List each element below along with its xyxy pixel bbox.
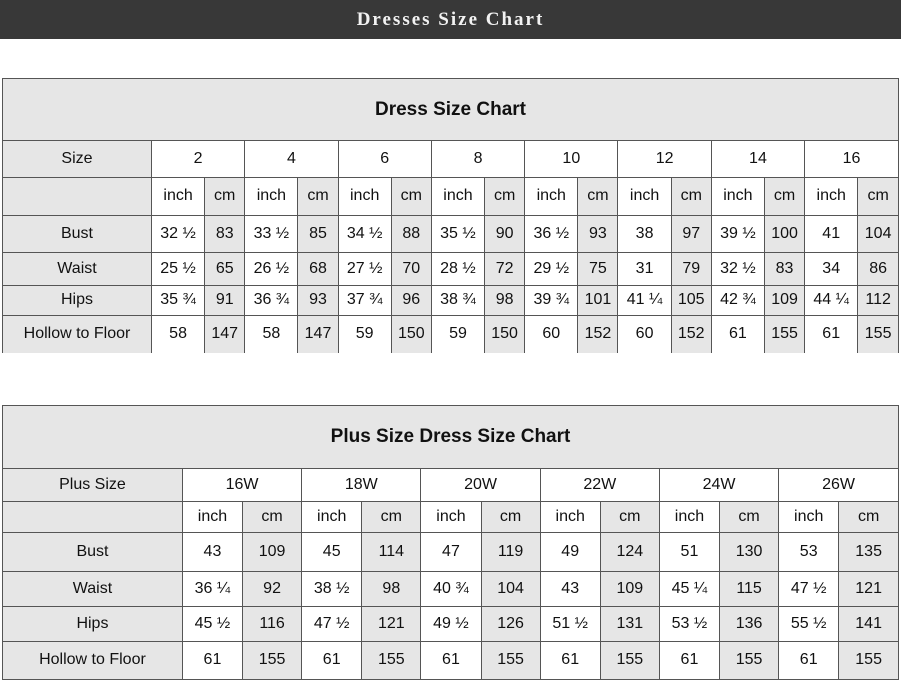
plus-size-chart-title: Plus Size Dress Size Chart <box>330 426 571 447</box>
inch-value: 61 <box>805 315 858 353</box>
inch-value: 53 <box>779 532 839 571</box>
unit-cm: cm <box>839 501 898 532</box>
size-header: 16 <box>805 141 898 177</box>
inch-value: 43 <box>182 532 242 571</box>
inch-value: 44 ¼ <box>805 285 858 315</box>
unit-cm: cm <box>298 177 338 215</box>
cm-value: 93 <box>298 285 338 315</box>
inch-value: 26 ½ <box>245 252 298 285</box>
cm-value: 152 <box>671 315 711 353</box>
size-header: 2 <box>151 141 244 177</box>
unit-inch: inch <box>421 501 481 532</box>
unit-inch: inch <box>431 177 484 215</box>
table-row <box>3 285 898 315</box>
cm-value: 121 <box>839 571 898 606</box>
inch-value: 39 ½ <box>711 215 764 252</box>
measurement-label: Waist <box>3 252 151 285</box>
inch-value: 35 ½ <box>431 215 484 252</box>
cm-value: 109 <box>243 532 302 571</box>
table-row <box>3 606 898 641</box>
size-row <box>3 141 898 177</box>
cm-value: 97 <box>671 215 711 252</box>
cm-value: 109 <box>764 285 804 315</box>
table-row <box>3 315 898 353</box>
measurement-label: Hollow to Floor <box>3 315 151 353</box>
cm-value: 131 <box>600 606 659 641</box>
size-label: Size <box>3 141 151 177</box>
inch-value: 42 ¾ <box>711 285 764 315</box>
unit-inch: inch <box>711 177 764 215</box>
cm-value: 98 <box>485 285 525 315</box>
cm-value: 104 <box>481 571 540 606</box>
inch-value: 61 <box>659 641 719 679</box>
cm-value: 152 <box>578 315 618 353</box>
banner <box>0 0 901 39</box>
unit-inch: inch <box>805 177 858 215</box>
unit-cm: cm <box>720 501 779 532</box>
cm-value: 150 <box>391 315 431 353</box>
inch-value: 36 ½ <box>525 215 578 252</box>
size-header: 4 <box>245 141 338 177</box>
cm-value: 100 <box>764 215 804 252</box>
unit-inch: inch <box>540 501 600 532</box>
dress-size-table <box>3 141 898 353</box>
cm-value: 155 <box>858 315 898 353</box>
unit-cm: cm <box>243 501 302 532</box>
cm-value: 135 <box>839 532 898 571</box>
cm-value: 109 <box>600 571 659 606</box>
cm-value: 93 <box>578 215 618 252</box>
size-header: 26W <box>779 469 898 501</box>
inch-value: 38 ¾ <box>431 285 484 315</box>
table-row <box>3 215 898 252</box>
inch-value: 31 <box>618 252 671 285</box>
inch-value: 61 <box>421 641 481 679</box>
unit-cm: cm <box>205 177 245 215</box>
unit-inch: inch <box>659 501 719 532</box>
inch-value: 43 <box>540 571 600 606</box>
inch-value: 49 ½ <box>421 606 481 641</box>
size-label: Plus Size <box>3 469 182 501</box>
inch-value: 34 <box>805 252 858 285</box>
inch-value: 38 ½ <box>302 571 362 606</box>
cm-value: 121 <box>362 606 421 641</box>
dress-size-chart-header <box>3 79 898 141</box>
inch-value: 33 ½ <box>245 215 298 252</box>
inch-value: 32 ½ <box>711 252 764 285</box>
inch-value: 32 ½ <box>151 215 204 252</box>
inch-value: 47 ½ <box>779 571 839 606</box>
unit-cm: cm <box>600 501 659 532</box>
cm-value: 155 <box>362 641 421 679</box>
size-header: 18W <box>302 469 421 501</box>
cm-value: 79 <box>671 252 711 285</box>
inch-value: 55 ½ <box>779 606 839 641</box>
unit-cm: cm <box>391 177 431 215</box>
unit-cm: cm <box>578 177 618 215</box>
cm-value: 126 <box>481 606 540 641</box>
cm-value: 75 <box>578 252 618 285</box>
unit-row-label <box>3 177 151 215</box>
unit-cm: cm <box>485 177 525 215</box>
inch-value: 51 <box>659 532 719 571</box>
cm-value: 98 <box>362 571 421 606</box>
table-row <box>3 571 898 606</box>
cm-value: 70 <box>391 252 431 285</box>
inch-value: 53 ½ <box>659 606 719 641</box>
cm-value: 114 <box>362 532 421 571</box>
inch-value: 25 ½ <box>151 252 204 285</box>
cm-value: 130 <box>720 532 779 571</box>
cm-value: 124 <box>600 532 659 571</box>
inch-value: 49 <box>540 532 600 571</box>
table-row <box>3 641 898 679</box>
size-header: 20W <box>421 469 540 501</box>
cm-value: 88 <box>391 215 431 252</box>
unit-cm: cm <box>671 177 711 215</box>
unit-inch: inch <box>618 177 671 215</box>
inch-value: 35 ¾ <box>151 285 204 315</box>
cm-value: 72 <box>485 252 525 285</box>
size-header: 6 <box>338 141 431 177</box>
unit-cm: cm <box>764 177 804 215</box>
cm-value: 155 <box>243 641 302 679</box>
size-row <box>3 469 898 501</box>
size-header: 16W <box>182 469 301 501</box>
cm-value: 91 <box>205 285 245 315</box>
unit-inch: inch <box>779 501 839 532</box>
inch-value: 45 <box>302 532 362 571</box>
cm-value: 116 <box>243 606 302 641</box>
size-header: 22W <box>540 469 659 501</box>
table-row <box>3 532 898 571</box>
cm-value: 83 <box>205 215 245 252</box>
inch-value: 38 <box>618 215 671 252</box>
unit-inch: inch <box>302 501 362 532</box>
unit-inch: inch <box>525 177 578 215</box>
inch-value: 47 <box>421 532 481 571</box>
cm-value: 155 <box>720 641 779 679</box>
inch-value: 51 ½ <box>540 606 600 641</box>
inch-value: 39 ¾ <box>525 285 578 315</box>
dress-size-chart <box>2 78 899 353</box>
cm-value: 104 <box>858 215 898 252</box>
measurement-label: Hollow to Floor <box>3 641 182 679</box>
cm-value: 136 <box>720 606 779 641</box>
table-row <box>3 252 898 285</box>
cm-value: 155 <box>481 641 540 679</box>
plus-size-table <box>3 469 898 679</box>
measurement-label: Bust <box>3 215 151 252</box>
unit-cm: cm <box>362 501 421 532</box>
inch-value: 59 <box>431 315 484 353</box>
cm-value: 68 <box>298 252 338 285</box>
inch-value: 61 <box>302 641 362 679</box>
cm-value: 112 <box>858 285 898 315</box>
unit-row <box>3 501 898 532</box>
cm-value: 141 <box>839 606 898 641</box>
cm-value: 147 <box>298 315 338 353</box>
size-header: 24W <box>659 469 778 501</box>
unit-inch: inch <box>245 177 298 215</box>
unit-cm: cm <box>858 177 898 215</box>
unit-cm: cm <box>481 501 540 532</box>
unit-inch: inch <box>338 177 391 215</box>
inch-value: 34 ½ <box>338 215 391 252</box>
dress-size-chart-title: Dress Size Chart <box>374 98 526 120</box>
cm-value: 86 <box>858 252 898 285</box>
plus-size-chart <box>2 405 899 680</box>
measurement-label: Waist <box>3 571 182 606</box>
inch-value: 36 ¼ <box>182 571 242 606</box>
inch-value: 29 ½ <box>525 252 578 285</box>
inch-value: 47 ½ <box>302 606 362 641</box>
inch-value: 40 ¾ <box>421 571 481 606</box>
size-header: 14 <box>711 141 804 177</box>
inch-value: 60 <box>525 315 578 353</box>
inch-value: 27 ½ <box>338 252 391 285</box>
measurement-label: Bust <box>3 532 182 571</box>
size-header: 12 <box>618 141 711 177</box>
cm-value: 85 <box>298 215 338 252</box>
inch-value: 37 ¾ <box>338 285 391 315</box>
cm-value: 155 <box>600 641 659 679</box>
size-header: 8 <box>431 141 524 177</box>
inch-value: 45 ½ <box>182 606 242 641</box>
size-header: 10 <box>525 141 618 177</box>
cm-value: 65 <box>205 252 245 285</box>
measurement-label: Hips <box>3 606 182 641</box>
inch-value: 61 <box>711 315 764 353</box>
inch-value: 60 <box>618 315 671 353</box>
inch-value: 61 <box>540 641 600 679</box>
cm-value: 119 <box>481 532 540 571</box>
unit-inch: inch <box>151 177 204 215</box>
unit-row <box>3 177 898 215</box>
cm-value: 90 <box>485 215 525 252</box>
inch-value: 41 <box>805 215 858 252</box>
inch-value: 59 <box>338 315 391 353</box>
cm-value: 96 <box>391 285 431 315</box>
cm-value: 83 <box>764 252 804 285</box>
inch-value: 58 <box>245 315 298 353</box>
unit-row-label <box>3 501 182 532</box>
inch-value: 45 ¼ <box>659 571 719 606</box>
inch-value: 36 ¾ <box>245 285 298 315</box>
cm-value: 115 <box>720 571 779 606</box>
inch-value: 41 ¼ <box>618 285 671 315</box>
inch-value: 28 ½ <box>431 252 484 285</box>
cm-value: 155 <box>764 315 804 353</box>
cm-value: 105 <box>671 285 711 315</box>
cm-value: 147 <box>205 315 245 353</box>
measurement-label: Hips <box>3 285 151 315</box>
inch-value: 61 <box>182 641 242 679</box>
cm-value: 155 <box>839 641 898 679</box>
cm-value: 150 <box>485 315 525 353</box>
plus-size-chart-header <box>3 406 898 469</box>
banner-title: Dresses Size Chart <box>356 8 545 30</box>
inch-value: 61 <box>779 641 839 679</box>
cm-value: 92 <box>243 571 302 606</box>
unit-inch: inch <box>182 501 242 532</box>
cm-value: 101 <box>578 285 618 315</box>
inch-value: 58 <box>151 315 204 353</box>
